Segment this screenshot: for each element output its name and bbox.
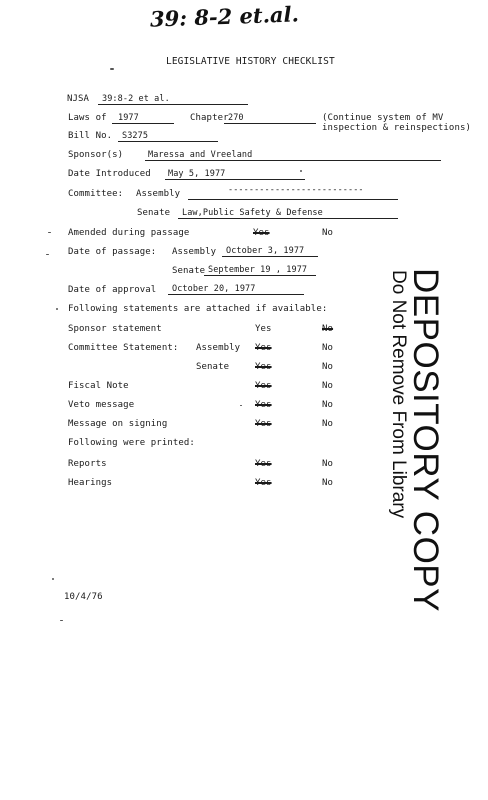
handwritten-statute-note: 39: 8-2 et.al.: [149, 1, 300, 32]
sponsors-value: Maressa and Vreeland: [148, 150, 253, 160]
sponsor-statement-yes: Yes: [255, 324, 272, 334]
amended-label: Amended during passage: [68, 228, 190, 238]
chapter-note-line1: (Continue system of MV: [322, 113, 444, 123]
committee-statement-assembly-label: Assembly: [196, 343, 241, 353]
printed-heading: Following were printed:: [68, 438, 195, 448]
scan-speck: [46, 254, 49, 255]
signing-message-label: Message on signing: [68, 419, 168, 429]
scan-speck: [56, 308, 58, 310]
veto-message-no: No: [322, 400, 334, 410]
passage-senate-value: September 19 , 1977: [208, 265, 308, 275]
scan-speck: [52, 578, 54, 580]
committee-statement-assembly-no: No: [322, 343, 334, 353]
fiscal-note-yes: Yes: [255, 381, 272, 391]
chapter-label: Chapter: [190, 113, 229, 123]
sponsors-underline: [145, 160, 441, 161]
hearings-yes: Yes: [255, 478, 272, 488]
sponsor-statement-label: Sponsor statement: [68, 324, 162, 334]
njsa-underline: [98, 104, 248, 105]
committee-senate-label: Senate: [137, 208, 171, 218]
sponsors-label: Sponsor(s): [68, 150, 124, 160]
laws-of-value: 1977: [118, 113, 139, 123]
chapter-value: 270: [228, 113, 244, 123]
passage-assembly-underline: [222, 256, 318, 257]
signing-message-yes: Yes: [255, 419, 272, 429]
njsa-label: NJSA: [67, 94, 90, 104]
committee-statement-assembly-yes: Yes: [255, 343, 272, 353]
veto-message-label: Veto message: [68, 400, 135, 410]
approval-label: Date of approval: [68, 285, 157, 295]
veto-message-yes: Yes: [255, 400, 272, 410]
stamp-depository-copy: DEPOSITORY COPY: [406, 268, 445, 612]
amended-no-option: No: [322, 228, 334, 238]
reports-yes: Yes: [255, 459, 272, 469]
reports-no: No: [322, 459, 334, 469]
njsa-value: 39:8-2 et al.: [102, 94, 170, 104]
committee-assembly-underline: [188, 199, 398, 200]
passage-assembly-label: Assembly: [172, 247, 217, 257]
committee-statement-label: Committee Statement:: [68, 343, 179, 353]
date-introduced-underline: [165, 179, 305, 180]
scan-speck: [110, 68, 114, 70]
bill-no-label: Bill No.: [68, 131, 113, 141]
signing-message-no: No: [322, 419, 334, 429]
scan-speck: [48, 232, 51, 233]
page-title: LEGISLATIVE HISTORY CHECKLIST: [166, 56, 335, 67]
bill-no-value: S3275: [122, 131, 149, 141]
bill-no-underline: [118, 141, 218, 142]
amended-yes-option: Yes: [253, 228, 270, 238]
sponsor-statement-no: No: [322, 324, 334, 334]
committee-statement-senate-no: No: [322, 362, 334, 372]
committee-statement-senate-yes: Yes: [255, 362, 272, 372]
statements-heading: Following statements are attached if available:: [68, 304, 328, 314]
chapter-note-line2: inspection & reinspections): [322, 123, 471, 133]
committee-assembly-label: Assembly: [136, 189, 181, 199]
committee-senate-underline: [178, 218, 398, 219]
scan-speck: [240, 405, 242, 406]
passage-assembly-value: October 3, 1977: [226, 246, 305, 256]
depository-copy-stamp: [387, 268, 469, 612]
fiscal-note-label: Fiscal Note: [68, 381, 129, 391]
scan-speck: [300, 170, 302, 172]
reports-label: Reports: [68, 459, 107, 469]
committee-statement-senate-label: Senate: [196, 362, 230, 372]
scan-speck: [60, 620, 63, 621]
passage-senate-label: Senate: [172, 266, 206, 276]
approval-value: October 20, 1977: [172, 284, 256, 294]
approval-underline: [168, 294, 304, 295]
passage-label: Date of passage:: [68, 247, 157, 257]
footer-date: 10/4/76: [64, 592, 103, 602]
stamp-do-not-remove: Do Not Remove From Library: [388, 270, 409, 519]
passage-senate-underline: [204, 275, 316, 276]
committee-label: Committee:: [68, 189, 124, 199]
hearings-no: No: [322, 478, 334, 488]
laws-of-label: Laws of: [68, 113, 107, 123]
date-introduced-label: Date Introduced: [68, 169, 151, 179]
hearings-label: Hearings: [68, 478, 113, 488]
fiscal-note-no: No: [322, 381, 334, 391]
committee-assembly-value: --------------------------: [228, 185, 364, 195]
date-introduced-value: May 5, 1977: [168, 169, 226, 179]
laws-of-underline: [112, 123, 174, 124]
committee-senate-value: Law,Public Safety & Defense: [182, 208, 323, 218]
chapter-underline: [224, 123, 316, 124]
